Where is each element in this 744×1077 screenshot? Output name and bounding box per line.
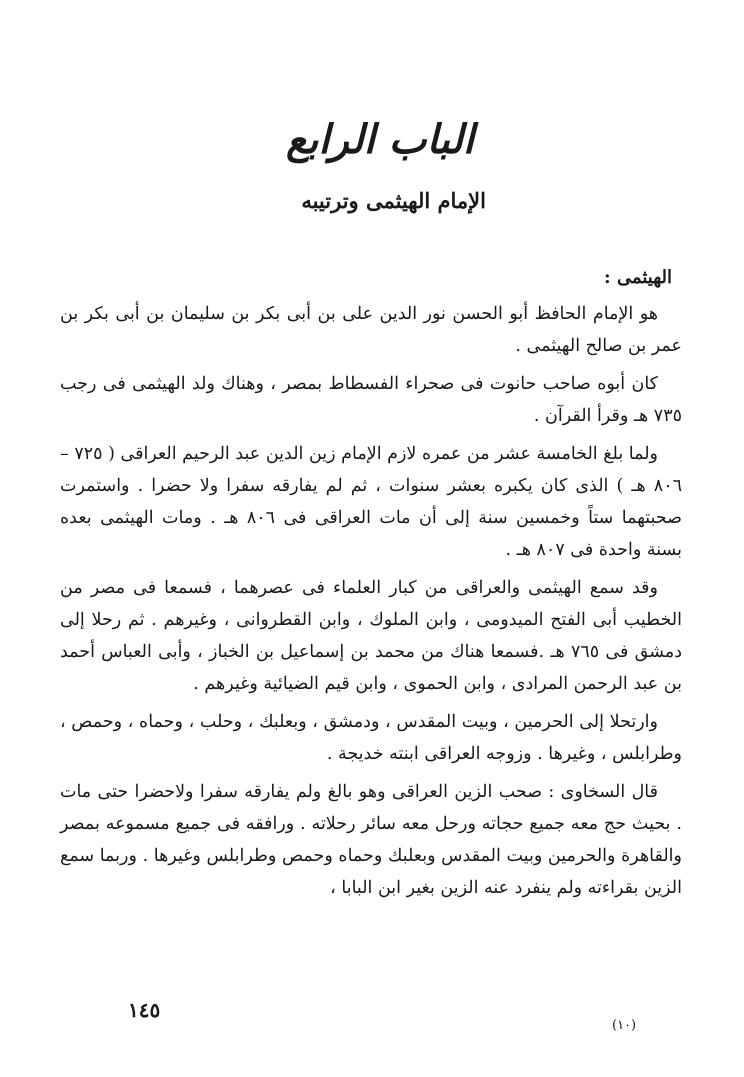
- page-body: [60, 258, 682, 910]
- paragraph: وقد سمع الهيثمى والعراقى من كبار العلماء فى عصرهما ، فسمعا فى مصر من الخطيب أبى الفتح الميدومى ، وابن الملوك ، وابن القطروانى ، وغيرهم . ثم رحلا إلى دمشق فى ٧٦٥ هـ .فسمعا هناك من محمد بن إسماعيل بن الخباز ، وأبى العباس أحمد بن عبد الرحمن المرادى ، وابن الحموى ، وابن قيم الضيائية وغيرهم .: [60, 578, 683, 694]
- chapter-title: الباب الرابع: [285, 116, 474, 163]
- paragraph: كان أبوه صاحب حانوت فى صحراء الفسطاط بمصر ، وهناك ولد الهيثمى فى رجب ٧٣٥ هـ وقرأ القرآن .: [60, 374, 682, 426]
- signature-mark: (١٠): [612, 1018, 637, 1033]
- page-number: ١٤٥: [128, 998, 161, 1022]
- paragraph: هو الإمام الحافظ أبو الحسن نور الدين على بن أبى بكر بن سليمان بن أبى بكر بن عمر بن صالح الهيثمى .: [60, 304, 682, 356]
- paragraph: ولما بلغ الخامسة عشر من عمره لازم الإمام زين الدين عبد الرحيم العراقى ( ٧٢٥ – ٨٠٦ هـ ) الذى كان يكبره بعشر سنوات ، ثم لم يفارقه سفرا ولا حضرا . واستمرت صحبتهما ستاً وخمسين سنة إلى أن مات العراقى فى ٨٠٦ هـ . ومات الهيثمى بعده بسنة واحدة فى ٨٠٧ هـ .: [60, 444, 682, 560]
- paragraph: قال السخاوى : صحب الزين العراقى وهو بالغ ولم يفارقه سفرا ولاحضرا حتى مات . بحيث حج معه جميع حجاته ورحل معه سائر رحلاته . ورافقه فى جميع مسموعه بمصر والقاهرة والحرمين وبيت المقدس وبعلبك وحماه وحمص وطرابلس وغيرها . وربما سمع الزين بقراءته ولم ينفرد عنه الزين بغير ابن البابا ،: [60, 782, 682, 898]
- paragraph: وارتحلا إلى الحرمين ، وبيت المقدس ، ودمشق ، وبعلبك ، وحلب ، وحماه ، وحمص ، وطرابلس ، وغيرها . وزوجه العراقى ابنته خديجة .: [60, 712, 682, 764]
- section-heading: الهيثمى :: [604, 267, 672, 288]
- chapter-subtitle: الإمام الهيثمى وترتيبه: [301, 188, 486, 213]
